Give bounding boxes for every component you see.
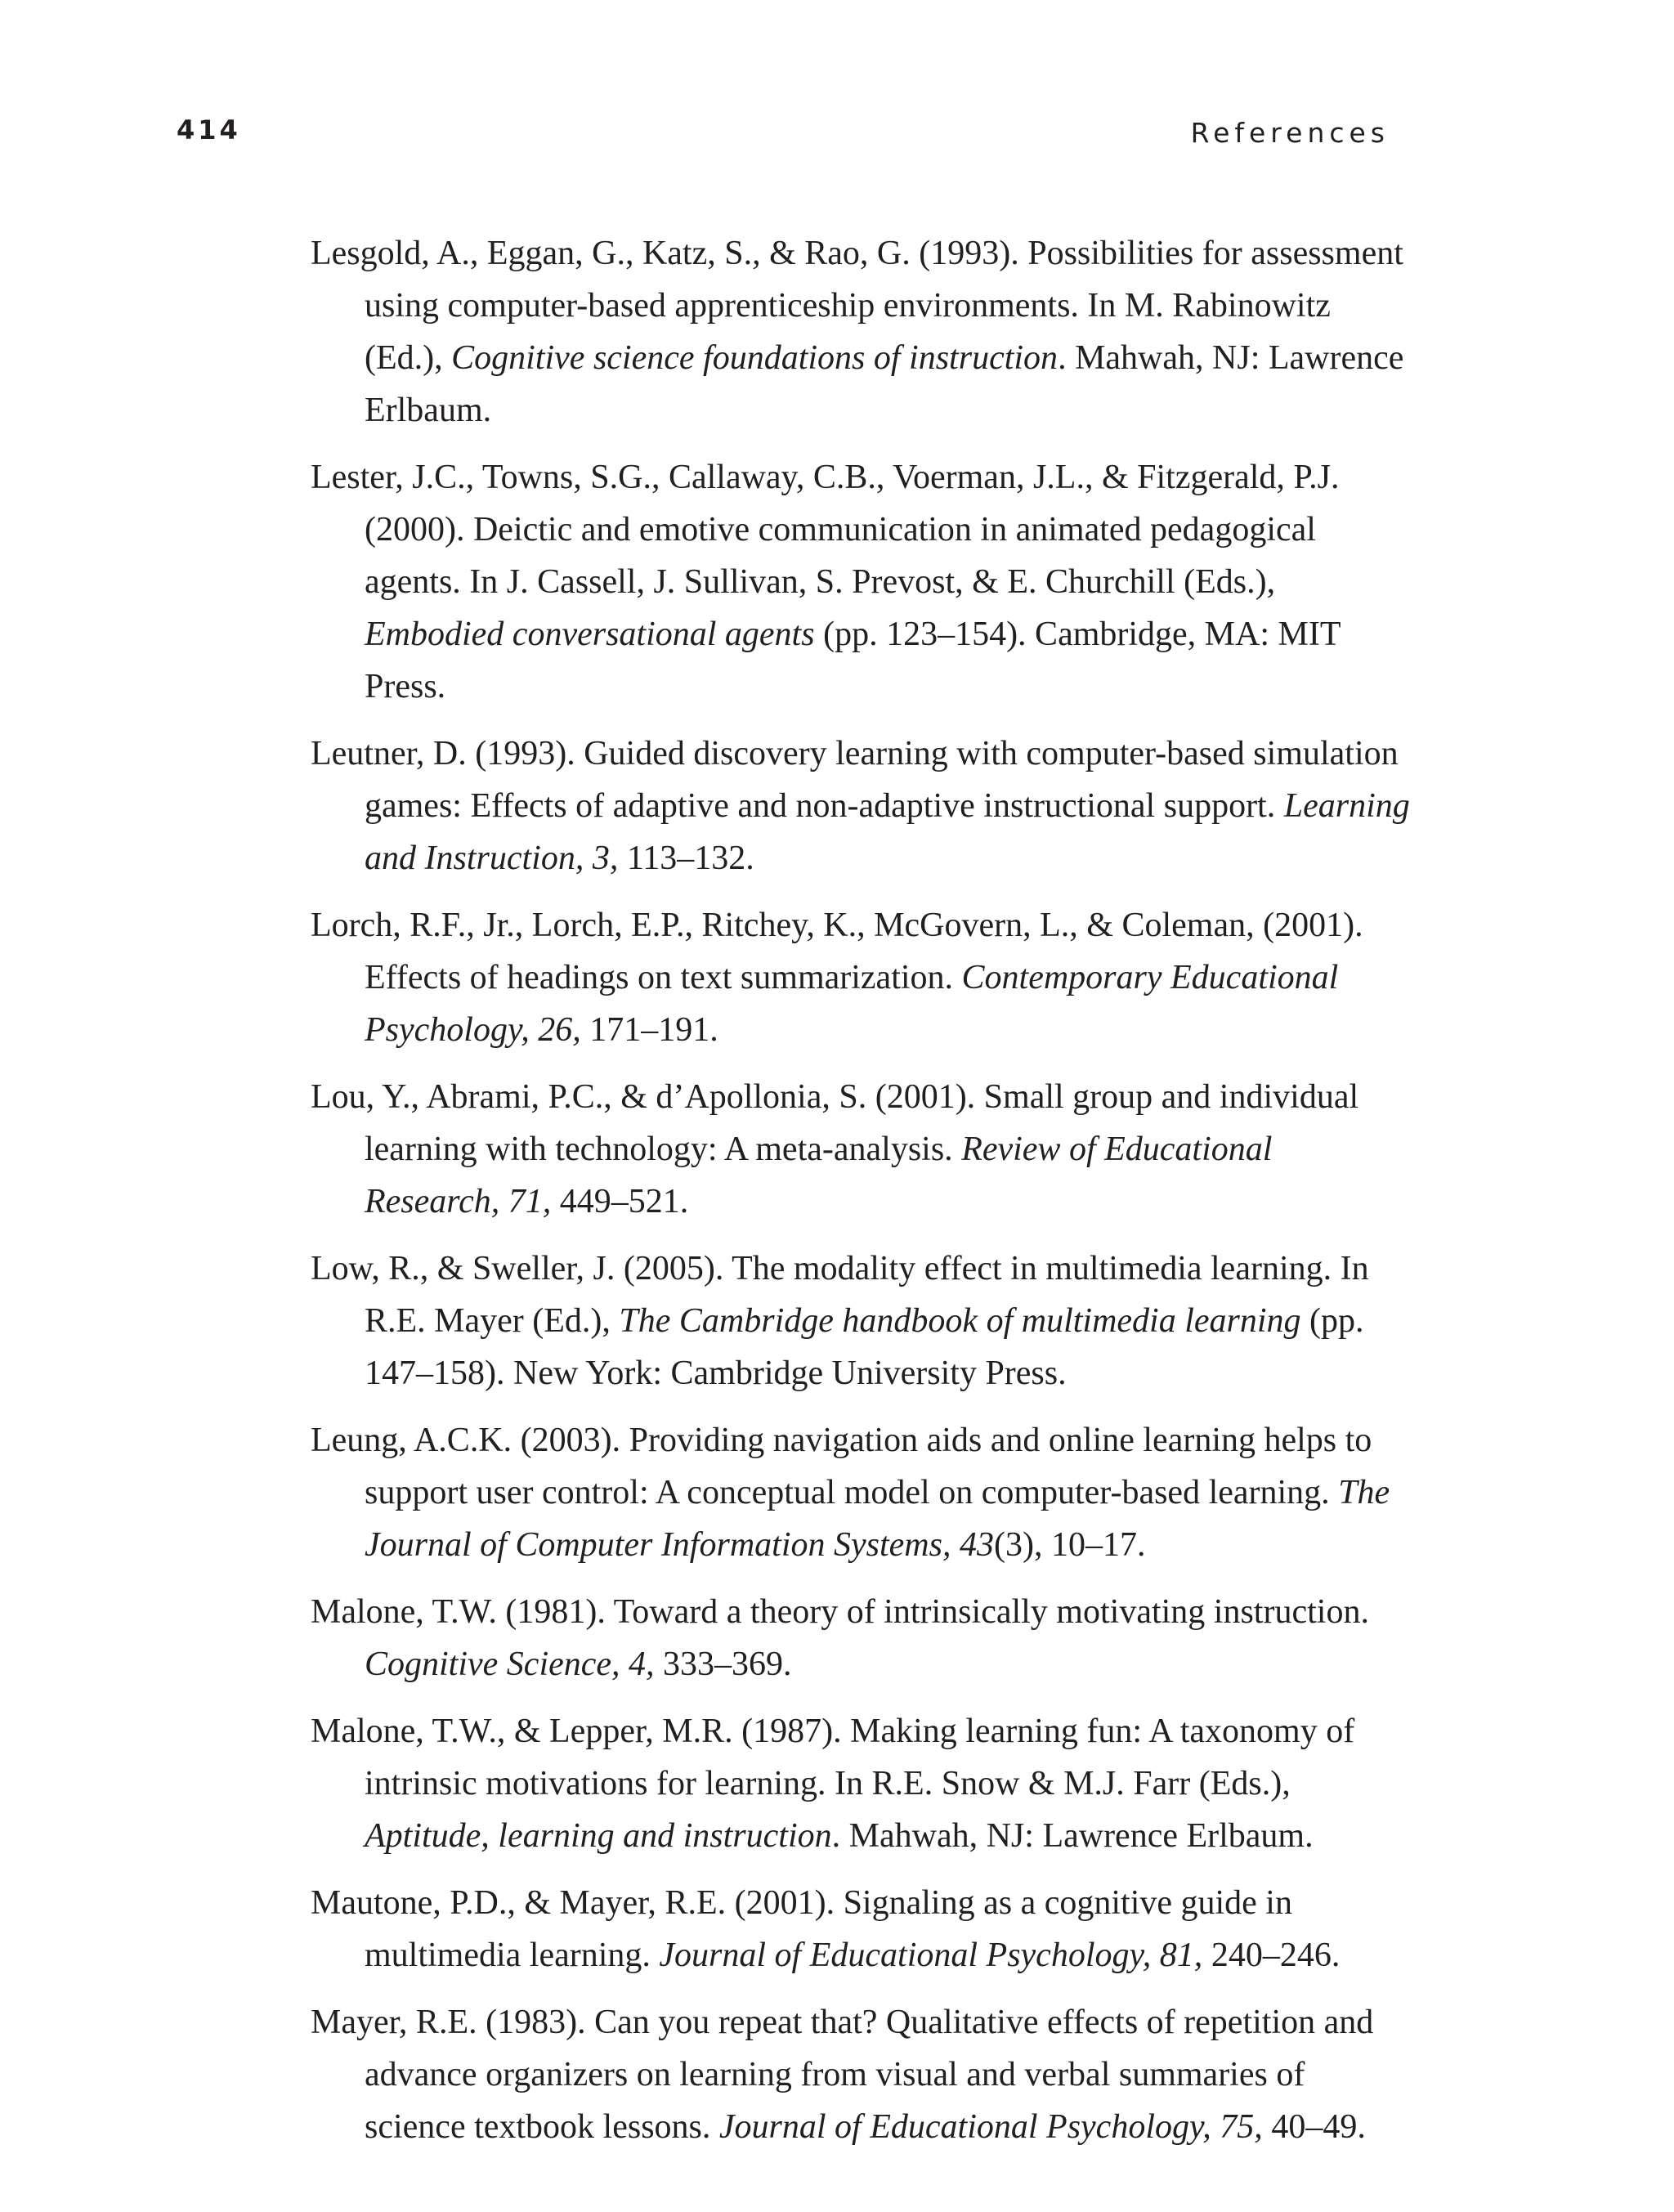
reference-text: Lester, J.C., Towns, S.G., Callaway, C.B., Voerman, J.L., & Fitzgerald, P.J. (2000). Deictic and emotive communication in animated pedagogical agents. In J. Cassell, J. Sullivan, S. Prevost, & E. Churchill (Eds.),	[311, 459, 1340, 601]
reference-list	[311, 227, 1414, 2168]
running-head: References	[1190, 117, 1390, 149]
reference-text: (pp. 123–154). Cambridge, MA: MIT Press.	[365, 616, 1341, 705]
reference-entry	[311, 899, 1414, 1056]
reference-text: Mayer, R.E. (1983). Can you repeat that? Qualitative effects of repetition and advance organizers on learning from visual and verbal summaries of science textbook lessons.	[311, 2004, 1374, 2146]
reference-italic-text: Review of Educational Research, 71,	[365, 1131, 1273, 1220]
reference-text: 240–246.	[1202, 1937, 1341, 1974]
reference-entry	[311, 1586, 1414, 1690]
reference-entry	[311, 1996, 1414, 2153]
reference-entry	[311, 451, 1414, 713]
reference-text: 113–132.	[618, 840, 754, 877]
page-number: 414	[177, 114, 241, 146]
reference-text: (pp. 147–158). New York: Cambridge University Press.	[365, 1302, 1364, 1392]
reference-entry	[311, 1071, 1414, 1228]
reference-entry	[311, 1877, 1414, 1981]
reference-text: Low, R., & Sweller, J. (2005). The modality effect in multimedia learning. In R.E. Mayer (Ed.),	[311, 1250, 1369, 1340]
reference-text: (3), 10–17.	[993, 1526, 1146, 1564]
reference-text: . Mahwah, NJ: Lawrence Erlbaum.	[365, 339, 1404, 429]
reference-text: Mautone, P.D., & Mayer, R.E. (2001). Signaling as a cognitive guide in multimedia learning.	[311, 1884, 1292, 1974]
reference-italic-text: Journal of Educational Psychology, 75,	[718, 2108, 1263, 2146]
reference-italic-text: Aptitude, learning and instruction	[365, 1817, 832, 1855]
reference-entry	[311, 1243, 1414, 1399]
reference-italic-text: Learning and Instruction, 3,	[365, 787, 1410, 877]
reference-italic-text: Contemporary Educational Psychology, 26,	[365, 959, 1339, 1049]
reference-text: Lou, Y., Abrami, P.C., & d’Apollonia, S. (2001). Small group and individual learning with technology: A meta-analysis.	[311, 1078, 1359, 1168]
reference-text: 449–521.	[551, 1183, 689, 1220]
reference-text: Leutner, D. (1993). Guided discovery learning with computer-based simulation games: Effects of adaptive and non-adaptive instructional support.	[311, 735, 1399, 825]
reference-text: Malone, T.W., & Lepper, M.R. (1987). Making learning fun: A taxonomy of intrinsic motivations for learning. In R.E. Snow & M.J. Farr (Eds.),	[311, 1713, 1355, 1802]
reference-entry	[311, 1414, 1414, 1571]
reference-text: 40–49.	[1262, 2108, 1366, 2146]
reference-italic-text: Cognitive Science, 4,	[365, 1646, 655, 1683]
reference-text: . Mahwah, NJ: Lawrence Erlbaum.	[831, 1817, 1314, 1855]
reference-text: Leung, A.C.K. (2003). Providing navigation aids and online learning helps to support user control: A conceptual model on computer-based learning.	[311, 1422, 1372, 1511]
reference-text: Lorch, R.F., Jr., Lorch, E.P., Ritchey, K., McGovern, L., & Coleman, (2001). Effects of headings on text summarization.	[311, 907, 1363, 996]
reference-entry	[311, 1705, 1414, 1862]
reference-entry	[311, 227, 1414, 437]
reference-italic-text: Cognitive science foundations of instruction	[451, 339, 1059, 377]
reference-italic-text: Embodied conversational agents	[365, 616, 815, 653]
reference-entry	[311, 728, 1414, 884]
reference-italic-text: The Cambridge handbook of multimedia learning	[619, 1302, 1301, 1340]
reference-text: Lesgold, A., Eggan, G., Katz, S., & Rao, G. (1993). Possibilities for assessment using computer-based apprenticeship environments. In M. Rabinowitz (Ed.),	[311, 235, 1403, 377]
reference-text: Malone, T.W. (1981). Toward a theory of intrinsically motivating instruction.	[311, 1593, 1369, 1631]
reference-text: 333–369.	[654, 1646, 792, 1683]
reference-italic-text: Journal of Educational Psychology, 81,	[659, 1937, 1203, 1974]
reference-text: 171–191.	[580, 1011, 718, 1049]
reference-italic-text: The Journal of Computer Information Systems, 43	[365, 1474, 1390, 1564]
